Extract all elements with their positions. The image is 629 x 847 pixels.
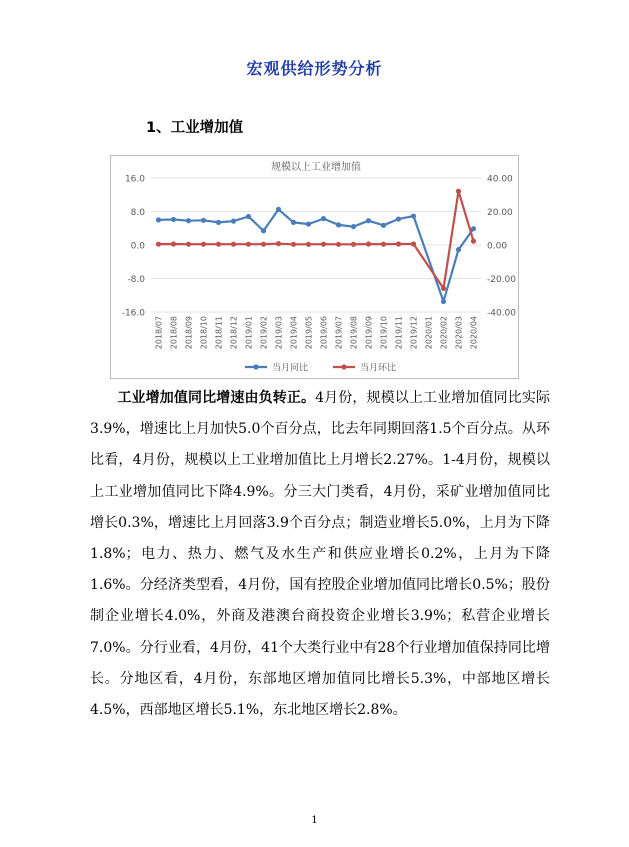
- series-2-point: [411, 241, 416, 246]
- legend-label-2: 当月环比: [360, 363, 397, 374]
- category-tick-label: 2019/08: [349, 316, 359, 350]
- series-2-point: [456, 189, 461, 194]
- series-1-point: [291, 220, 296, 225]
- right-axis-tick-label: -40.00: [487, 308, 517, 319]
- paragraph-body: 4月份，规模以上工业增加值同比实际3.9%，增速比上月加快5.0个百分点，比去年同期回落1.5个百分点。从环比看，4月份，规模以上工业增加值比上月增长2.27%。1-4月份，规模以上工业增加值同比下降4.9%。分三大门类看，4月份，采矿业增加值同比增长0.3%，增速比上月回落3.9个百分点；制造业增长5.0%，上月为下降1.8%；电力、热力、燃气及水生产和供应业增长0.2%，上月为下降1.6%。分经济类型看，4月份，国有控股企业增加值同比增长0.5%；股份制企业增长4.0%，外商及港澳台商投资企业增长3.9%；私营企业增长7.0%。分行业看，4月份，41个大类行业中有28个行业增加值保持同比增长。分地区看，4月份，东部地区增加值同比增长5.3%，中部地区增长4.5%，西部地区增长5.1%，东北地区增长2.8%。: [90, 390, 551, 719]
- series-1-point: [456, 247, 461, 252]
- category-tick-label: 2020/01: [424, 316, 434, 350]
- category-tick-label: 2018/07: [154, 316, 164, 350]
- series-1-point: [171, 217, 176, 222]
- right-axis-tick-label: 40.00: [487, 174, 513, 185]
- category-tick-label: 2019/03: [274, 316, 284, 350]
- page-number: 1: [311, 815, 318, 826]
- category-tick-label: 2019/04: [289, 316, 299, 350]
- series-1-point: [276, 207, 281, 212]
- right-axis-tick-label: 20.00: [487, 208, 513, 218]
- series-2-point: [231, 242, 236, 247]
- series-1-point: [156, 217, 161, 222]
- series-1-point: [381, 223, 386, 228]
- category-tick-label: 2018/11: [214, 316, 224, 350]
- series-2-point: [276, 241, 281, 246]
- series-2-point: [336, 242, 341, 247]
- series-2-point: [471, 239, 476, 244]
- series-1-point: [231, 219, 236, 224]
- series-line-2: [159, 191, 474, 288]
- document-title: 宏观供给形势分析: [246, 59, 383, 78]
- body-paragraph: [90, 383, 550, 726]
- chart-title: 规模以上工业增加值: [271, 162, 361, 173]
- category-tick-label: 2019/05: [304, 316, 314, 350]
- series-1-point: [396, 216, 401, 221]
- series-1-point: [366, 218, 371, 223]
- series-2-point: [306, 242, 311, 247]
- series-1-point: [261, 228, 266, 233]
- series-1-point: [186, 218, 191, 223]
- category-tick-label: 2019/07: [334, 316, 344, 350]
- series-2-point: [381, 242, 386, 247]
- category-tick-label: 2019/10: [379, 316, 389, 350]
- category-tick-label: 2020/03: [454, 316, 464, 350]
- series-line-1: [159, 209, 474, 301]
- series-2-point: [246, 242, 251, 247]
- series-1-point: [201, 218, 206, 223]
- series-1-point: [351, 224, 356, 229]
- series-1-point: [246, 214, 251, 219]
- series-2-point: [291, 242, 296, 247]
- series-2-point: [351, 242, 356, 247]
- series-1-point: [321, 216, 326, 221]
- category-tick-label: 2019/12: [409, 316, 419, 350]
- series-2-point: [366, 241, 371, 246]
- left-axis-tick-label: 8.0: [130, 208, 145, 218]
- series-1-point: [336, 222, 341, 227]
- category-tick-label: 2020/02: [439, 316, 449, 350]
- category-tick-label: 2019/06: [319, 316, 329, 350]
- category-tick-label: 2018/09: [184, 316, 194, 350]
- category-tick-label: 2019/09: [364, 316, 374, 350]
- category-tick-label: 2020/04: [469, 316, 479, 350]
- series-2-point: [156, 242, 161, 247]
- paragraph-lead: 工业增加值同比增速由负转正。: [117, 390, 316, 406]
- section-heading: 1、工业增加值: [146, 120, 244, 136]
- category-tick-label: 2019/11: [394, 316, 404, 350]
- series-2-point: [171, 241, 176, 246]
- series-1-point: [471, 226, 476, 231]
- category-tick-label: 2019/01: [244, 316, 254, 350]
- left-axis-tick-label: -8.0: [127, 275, 145, 285]
- series-2-point: [216, 242, 221, 247]
- series-2-point: [186, 242, 191, 247]
- category-tick-label: 2018/08: [169, 316, 179, 350]
- series-1-point: [216, 220, 221, 225]
- left-axis-tick-label: -16.0: [121, 308, 145, 319]
- chart-svg: [111, 156, 518, 378]
- series-1-point: [411, 214, 416, 219]
- left-axis-tick-label: 16.0: [124, 174, 145, 185]
- series-2-point: [441, 286, 446, 291]
- legend-label-1: 当月同比: [272, 363, 309, 374]
- left-axis-tick-label: 0.0: [130, 241, 145, 252]
- category-tick-label: 2018/10: [199, 316, 209, 350]
- series-2-point: [201, 242, 206, 247]
- series-2-point: [396, 241, 401, 246]
- series-2-point: [261, 242, 266, 247]
- industrial-value-added-chart: [110, 155, 519, 379]
- series-1-point: [306, 221, 311, 226]
- category-tick-label: 2019/02: [259, 316, 269, 350]
- series-2-point: [321, 242, 326, 247]
- legend-marker-2: [341, 364, 346, 369]
- right-axis-tick-label: -20.00: [487, 275, 517, 285]
- legend-marker-1: [253, 364, 258, 369]
- series-1-point: [441, 299, 446, 304]
- category-tick-label: 2018/12: [229, 316, 239, 350]
- right-axis-tick-label: 0.00: [487, 241, 508, 252]
